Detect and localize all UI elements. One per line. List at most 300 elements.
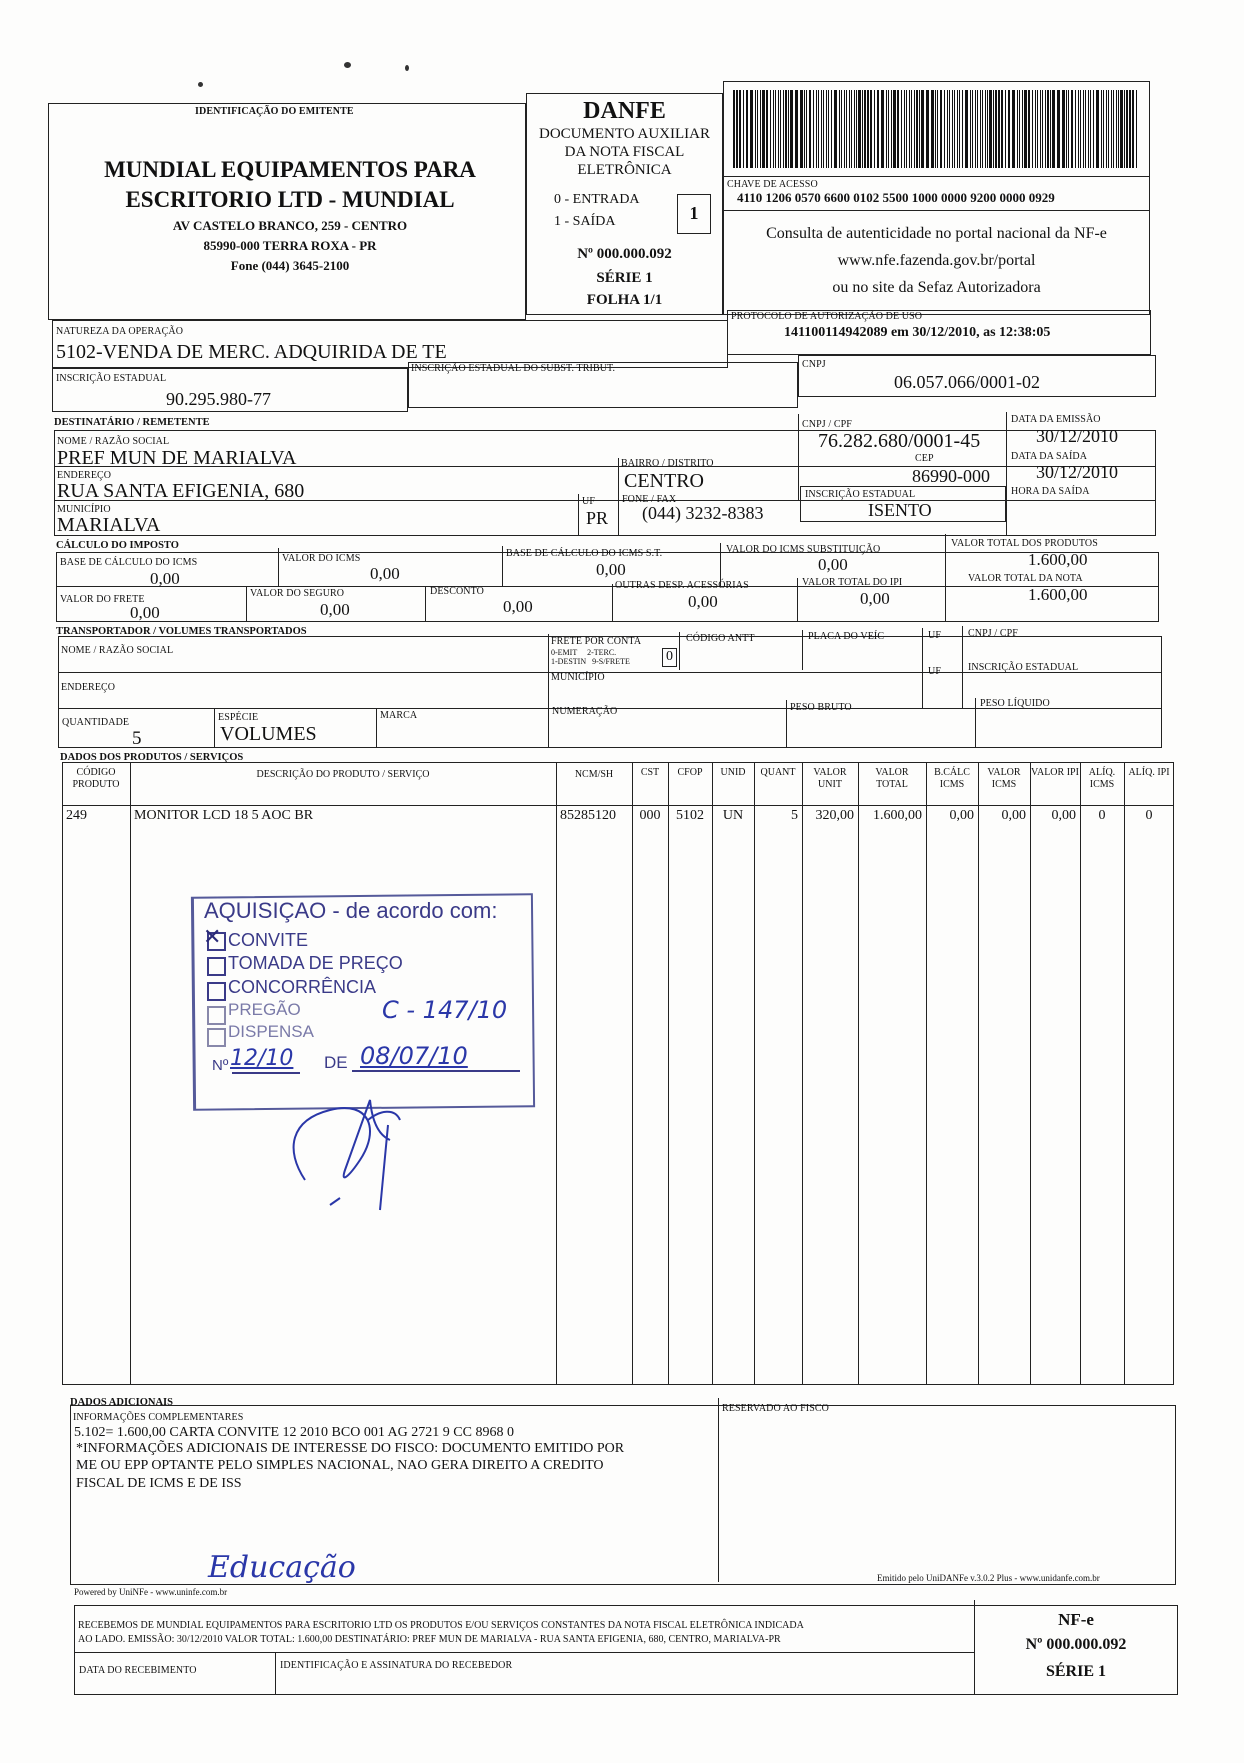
barcode-bar [957,90,958,168]
stamp-opt-concorrencia: CONCORRÊNCIA [228,977,377,997]
transp-ie-label: INSCRIÇÃO ESTADUAL [968,662,1079,673]
barcode-bar [1047,90,1049,168]
dest-bairro: CENTRO [624,470,704,492]
barcode-bar [743,90,744,168]
transp-endereco-label: ENDEREÇO [61,682,116,693]
barcode-bar [893,90,896,168]
stamp-title: AQUISIÇAO - de acordo com: [204,898,498,923]
barcode-bar [877,90,879,168]
barcode-bar [901,90,902,168]
barcode-bar [1080,90,1081,168]
barcode-bar [1012,90,1015,168]
barcode-bar [1057,90,1060,168]
barcode-bar [926,90,929,168]
produtos-header-cell: CST [640,767,660,778]
desconto: 0,00 [503,597,533,616]
barcode-bar [816,90,817,168]
transp-col-marca [376,708,377,748]
barcode-bar [806,90,807,168]
barcode-bar [962,90,963,168]
barcode-bar [1062,90,1065,168]
powered-by: Powered by UniNFe - www.uninfe.com.br [74,1587,228,1597]
barcode-bar [854,90,855,168]
v-icms-label: VALOR DO ICMS [282,553,361,564]
stamp-handwritten-number: 12/10 [230,1046,294,1071]
produtos-cell: MONITOR LCD 18 5 AOC BR [134,808,314,823]
ipi-label: VALOR TOTAL DO IPI [802,577,903,588]
dest-cep-label: CEP [915,453,934,464]
transp-peso-bruto-label: PESO BRUTO [790,702,852,713]
barcode-bar [1001,90,1003,168]
barcode-bar [858,90,861,168]
stamp-check-mark: ✕ [203,924,222,949]
dest-cnpj: 76.282.680/0001-45 [818,430,981,452]
produtos-column-line [130,762,131,1385]
barcode-bar [821,90,822,168]
danfe-subtitle1: DOCUMENTO AUXILIAR [539,126,710,142]
produtos-section: DADOS DOS PRODUTOS / SERVIÇOS [60,752,244,763]
barcode-bar [1106,90,1107,168]
produtos-column-line [926,762,927,1385]
dest-fone: (044) 3232-8383 [642,503,764,523]
imp-col4 [945,534,946,622]
stamp-de: DE [324,1053,348,1072]
imp-col8 [797,578,798,622]
barcode-bar [1066,90,1067,168]
barcode-bar [785,90,787,168]
protocolo-label: PROTOCOLO DE AUTORIZAÇÃO DE USO [731,311,923,322]
barcode [733,90,1141,168]
barcode-bar [813,90,814,168]
barcode-bar [975,90,976,168]
outras-label: OUTRAS DESP. ACESSÓRIAS [615,580,749,591]
emitente-city: 85990-000 TERRA ROXA - PR [203,238,377,253]
barcode-bar [828,90,829,168]
barcode-bar [1024,90,1027,168]
barcode-bar [862,90,863,168]
seguro: 0,00 [320,600,350,619]
barcode-bar [952,90,953,168]
barcode-bar [788,90,789,168]
frete: 0,00 [130,603,160,622]
produtos-header-cell: VALOR UNIT [813,767,847,790]
barcode-bar [1101,90,1102,168]
transp-numeracao-label: NUMERAÇÃO [552,706,618,717]
barcode-bar [844,90,845,168]
transp-col-peso [786,700,787,748]
dest-fone-label: FONE / FAX [622,494,677,505]
produtos-cell: 5 [791,808,798,823]
produtos-header-cell: B.CÁLC ICMS [934,767,970,790]
barcode-bar [1037,90,1038,168]
barcode-bar [1083,90,1084,168]
barcode-bar [987,90,988,168]
barcode-bar [881,90,884,168]
dest-cep: 86990-000 [912,466,990,486]
barcode-bar [839,90,840,168]
subst-label: INSCRIÇÃO ESTADUAL DO SUBST. TRIBUT. [411,363,616,374]
barcode-bar [916,90,918,168]
scan-speck [344,62,351,68]
dest-saida: 30/12/2010 [1036,462,1119,482]
transp-col-uf [922,628,923,708]
produtos-header-cell: QUANT [760,767,796,778]
inscricao-value: 90.295.980-77 [166,389,271,409]
imp-col2 [502,546,503,586]
v-st: 0,00 [818,555,848,574]
imposto-section: CÁLCULO DO IMPOSTO [56,540,179,551]
destinatario-section: DESTINATÁRIO / REMETENTE [54,417,210,428]
ipi: 0,00 [860,589,890,608]
bc-st: 0,00 [596,560,626,579]
produtos-header-cell: VALOR ICMS [987,767,1021,790]
produtos-cell: 0 [1098,808,1106,823]
scan-speck [198,82,203,87]
barcode-bar [733,90,735,168]
imp-col6 [425,586,426,622]
canhoto-col-divider [275,1652,276,1695]
barcode-bar [780,90,781,168]
barcode-bar [1050,90,1051,168]
dest-cnpj-label: CNPJ / CPF [802,419,852,430]
barcode-bar [790,90,793,168]
barcode-bar [1088,90,1089,168]
barcode-bar [1129,90,1131,168]
barcode-bar [826,90,827,168]
imposto-divider [56,586,1159,587]
dest-col-cnpj [798,414,799,466]
dest-col-emissao [1006,412,1007,536]
transp-col-frete [548,634,549,748]
produtos-header-cell: CFOP [677,767,703,778]
produtos-column-line [858,762,859,1385]
bc-icms: 0,00 [150,569,180,588]
v-prod-label: VALOR TOTAL DOS PRODUTOS [951,538,1098,549]
barcode-bar [841,90,842,168]
barcode-bar [864,90,866,168]
dest-ie: ISENTO [868,500,932,520]
v-st-label: VALOR DO ICMS SUBSTITUIÇÃO [726,544,881,555]
barcode-bar [809,90,811,168]
produtos-header-cell: NCM/SH [574,769,614,780]
barcode-bar [888,90,889,168]
transp-uf2-label: UF [928,666,941,677]
barcode-bar [736,90,738,168]
danfe-title: DANFE [583,98,666,124]
produtos-header-cell: ALÍQ. IPI [1128,767,1170,778]
produtos-cell: 320,00 [815,808,854,823]
produtos-column-line [1030,762,1031,1385]
barcode-bar [1103,90,1104,168]
emitente-phone: Fone (044) 3645-2100 [230,258,350,273]
dest-col-cep [798,466,799,500]
fisco-label: RESERVADO AO FISCO [722,1403,829,1414]
canhoto-numero: Nº 000.000.092 [1025,1636,1127,1653]
info-line2: *INFORMAÇÕES ADICIONAIS DE INTERESSE DO FISCO: DOCUMENTO EMITIDO POR [76,1441,625,1456]
barcode-bar [823,90,824,168]
barcode-bar [891,90,892,168]
canhoto-text1: RECEBEMOS DE MUNDIAL EQUIPAMENTOS PARA ESCRITORIO LTD OS PRODUTOS E/OU SERVIÇOS CONSTANTES DA NOTA FISCAL ELETRÔNICA INDICADA [78,1620,804,1631]
barcode-bar [904,90,905,168]
barcode-bar [1042,90,1043,168]
barcode-bar [1068,90,1069,168]
barcode-bar [770,90,771,168]
transp-col-antt [679,632,680,670]
barcode-bar [980,90,981,168]
dest-hora-label: HORA DA SAÍDA [1011,486,1090,497]
barcode-bar [834,90,837,168]
produtos-column-line [754,762,755,1385]
transp-col-placa [802,630,803,670]
barcode-bar [757,90,758,168]
barcode-bar [762,90,765,168]
barcode-bar [965,90,968,168]
emitente-address: AV CASTELO BRANCO, 259 - CENTRO [172,218,408,233]
barcode-bar [993,90,994,168]
transp-frete-label: FRETE POR CONTA [551,636,642,647]
produtos-column-line [668,762,669,1385]
canhoto-assinatura-label: IDENTIFICAÇÃO E ASSINATURA DO RECEBEDOR [280,1660,513,1671]
produtos-cell: UN [722,808,744,823]
transp-marca-label: MARCA [380,710,418,721]
barcode-bar [750,90,753,168]
dest-ie-label: INSCRIÇÃO ESTADUAL [805,489,916,500]
barcode-bar [911,90,912,168]
barcode-bar [800,90,803,168]
chave-divider2 [723,210,1150,211]
produtos-cell: 0,00 [1001,808,1026,823]
dest-uf: PR [586,508,609,528]
barcode-bar [867,90,869,168]
barcode-bar [856,90,857,168]
dest-nome: PREF MUN DE MARIALVA [57,447,297,469]
nota-label: VALOR TOTAL DA NOTA [968,573,1083,584]
barcode-bar [1113,90,1114,168]
barcode-bar [766,90,768,168]
stamp-number-line [232,1072,300,1074]
danfe-folha: FOLHA 1/1 [586,292,663,308]
cnpj-emitente-label: CNPJ [802,359,826,370]
barcode-bar [851,90,852,168]
chave-consulta2[interactable]: www.nfe.fazenda.gov.br/portal [837,252,1036,269]
danfe-subtitle2: DA NOTA FISCAL [564,144,685,160]
produtos-header-cell: CÓDIGO PRODUTO [72,767,120,790]
canhoto-text2: AO LADO. EMISSÃO: 30/12/2010 VALOR TOTAL: 1.600,00 DESTINATÁRIO: PREF MUN DE MARIALVA - RUA SANTA EFIGENIA, 680, CENTRO, MARIALVA-PR [78,1634,781,1645]
barcode-bar [846,90,847,168]
outras: 0,00 [688,592,718,611]
barcode-bar [755,90,756,168]
stamp-checkbox-tomada [207,957,226,976]
stamp-opt-tomada: TOMADA DE PREÇO [228,953,403,973]
produtos-header-cell: DESCRIÇÃO DO PRODUTO / SERVIÇO [256,769,430,780]
barcode-bar [995,90,997,168]
stamp-opt-dispensa: DISPENSA [228,1022,314,1041]
desconto-label: DESCONTO [430,586,484,597]
imp-col7 [612,584,613,622]
barcode-bar [970,90,971,168]
danfe-entrada: 0 - ENTRADA [554,192,640,207]
bc-st-label: BASE DE CÁLCULO DO ICMS S.T. [506,548,663,559]
dest-municipio: MARIALVA [57,514,161,536]
natureza-value: 5102-VENDA DE MERC. ADQUIRIDA DE TE [56,341,447,363]
barcode-bar [1096,90,1099,168]
chave-consulta1: Consulta de autenticidade no portal nacional da NF-e [766,225,1107,242]
seguro-label: VALOR DO SEGURO [250,588,345,599]
protocolo-value: 141100114942089 em 30/12/2010, as 12:38:05 [784,325,1051,340]
dest-col-uf [578,494,579,536]
dest-municipio-label: MUNICÍPIO [57,504,111,515]
barcode-bar [773,90,774,168]
barcode-bar [931,90,934,168]
stamp-date-line [352,1070,520,1072]
barcode-bar [1108,90,1109,168]
barcode-bar [1093,90,1094,168]
barcode-bar [1116,90,1117,168]
produtos-cell: 85285120 [560,808,616,823]
nota: 1.600,00 [1028,585,1088,604]
barcode-bar [1071,90,1073,168]
chave-label: CHAVE DE ACESSO [727,179,818,190]
barcode-bar [1132,90,1134,168]
info-line4: FISCAL DE ICMS E DE ISS [76,1476,242,1491]
barcode-bar [1017,90,1018,168]
barcode-bar [921,90,924,168]
inscricao-label: INSCRIÇÃO ESTADUAL [56,373,167,384]
barcode-bar [989,90,992,168]
transp-peso-liquido-label: PESO LÍQUIDO [980,698,1050,709]
chave-consulta3: ou no site da Sefaz Autorizadora [832,279,1041,296]
produtos-cell: 0,00 [1051,808,1076,823]
barcode-bar [940,90,942,168]
emitente-name-line2: ESCRITORIO LTD - MUNDIAL [125,187,455,212]
barcode-bar [1126,90,1128,168]
barcode-bar [1120,90,1123,168]
dest-emissao-label: DATA DA EMISSÃO [1011,414,1101,425]
transp-especie: VOLUMES [220,723,317,745]
dest-saida-label: DATA DA SAÍDA [1011,451,1088,462]
stamp-checkbox-dispensa [207,1028,226,1047]
emitente-section-label: IDENTIFICAÇÃO DO EMITENTE [195,106,354,117]
barcode-bar [1075,90,1076,168]
barcode-bar [1032,90,1033,168]
barcode-bar [804,90,805,168]
handwritten-signature [270,1080,450,1220]
transp-nome-label: NOME / RAZÃO SOCIAL [61,645,174,656]
barcode-bar [985,90,986,168]
barcode-bar [818,90,819,168]
barcode-bar [1045,90,1046,168]
dest-uf-label: UF [582,496,595,507]
produtos-column-line [712,762,713,1385]
barcode-bar [1136,90,1137,168]
produtos-cell: 0 [1145,808,1153,823]
barcode-bar [954,90,955,168]
adicionais-divider [718,1398,719,1582]
danfe-subtitle3: ELETRÔNICA [577,162,672,178]
canhoto-row-divider [74,1652,974,1653]
barcode-bar [1085,90,1086,168]
emitido-por: Emitido pelo UniDANFe v.3.0.2 Plus - www.unidanfe.com.br [877,1573,1100,1583]
handwritten-note: Educação [208,1550,356,1585]
dest-endereco-label: ENDEREÇO [57,470,112,481]
transp-frete-value: 0 [666,649,673,664]
barcode-bar [998,90,1000,168]
adicionais-section: DADOS ADICIONAIS [70,1397,173,1408]
stamp-checkbox-concorrencia [207,982,226,1001]
produtos-column-line [556,762,557,1385]
info-line3: ME OU EPP OPTANTE PELO SIMPLES NACIONAL, NAO GERA DIREITO A CREDITO [76,1458,604,1473]
barcode-bar [977,90,978,168]
stamp-handwritten-date: 08/07/10 [360,1042,468,1070]
scan-speck [405,65,409,71]
barcode-bar [886,90,887,168]
barcode-bar [874,90,875,168]
barcode-bar [775,90,776,168]
produtos-header-cell: ALÍQ. ICMS [1088,767,1116,790]
produtos-column-line [978,762,979,1385]
barcode-bar [919,90,920,168]
transp-frete-opts1: 0-EMIT 2-TERC. [551,648,617,657]
danfe-tipo: 1 [689,203,699,223]
barcode-bar [909,90,910,168]
barcode-bar [949,90,950,168]
barcode-bar [849,90,850,168]
dest-col-bairro [618,458,619,536]
produtos-header-cell: VALOR IPI [1031,767,1079,778]
produtos-column-line [1080,762,1081,1385]
stamp-opt-pregao: PREGÃO [228,1000,301,1019]
dest-nome-label: NOME / RAZÃO SOCIAL [57,436,170,447]
produtos-header-divider [62,805,1174,806]
danfe-serie: SÉRIE 1 [596,270,653,286]
transp-cnpj-label: CNPJ / CPF [968,628,1018,639]
barcode-bar [906,90,907,168]
info-line1: 5.102= 1.600,00 CARTA CONVITE 12 2010 BCO 001 AG 2721 9 CC 8968 0 [74,1425,514,1440]
transp-especie-label: ESPÉCIE [218,712,259,723]
produtos-cell: 249 [66,808,87,823]
stamp-handwritten-code: C - 147/10 [382,996,508,1024]
imp-col5 [246,586,247,622]
stamp-no-prefix: Nº [212,1057,229,1074]
emitente-name-line1: MUNDIAL EQUIPAMENTOS PARA [104,157,476,182]
produtos-header-cell: VALOR TOTAL [875,767,909,790]
dest-emissao: 30/12/2010 [1036,426,1119,446]
v-prod: 1.600,00 [1028,550,1088,569]
barcode-bar [1040,90,1041,168]
transp-municipio-label: MUNICÍPIO [551,672,605,683]
chave-divider [723,176,1150,177]
produtos-cell: 000 [639,808,661,823]
danfe-saida: 1 - SAÍDA [554,214,616,229]
canhoto-serie: SÉRIE 1 [1045,1663,1107,1680]
v-icms: 0,00 [370,564,400,583]
cnpj-emitente-value: 06.057.066/0001-02 [894,372,1040,392]
barcode-bar [795,90,798,168]
barcode-bar [783,90,784,168]
barcode-bar [1028,90,1030,168]
transp-qtd-label: QUANTIDADE [62,717,130,728]
produtos-cell: 1.600,00 [873,808,922,823]
produtos-cell: 0,00 [949,808,974,823]
barcode-bar [982,90,983,168]
barcode-bar [1005,90,1006,168]
transp-col-liquido [975,698,976,748]
barcode-bar [1078,90,1079,168]
barcode-bar [739,90,741,168]
canhoto-nfe: NF-e [1058,1610,1094,1629]
barcode-bar [1019,90,1020,168]
transportador-section: TRANSPORTADOR / VOLUMES TRANSPORTADOS [56,626,307,637]
